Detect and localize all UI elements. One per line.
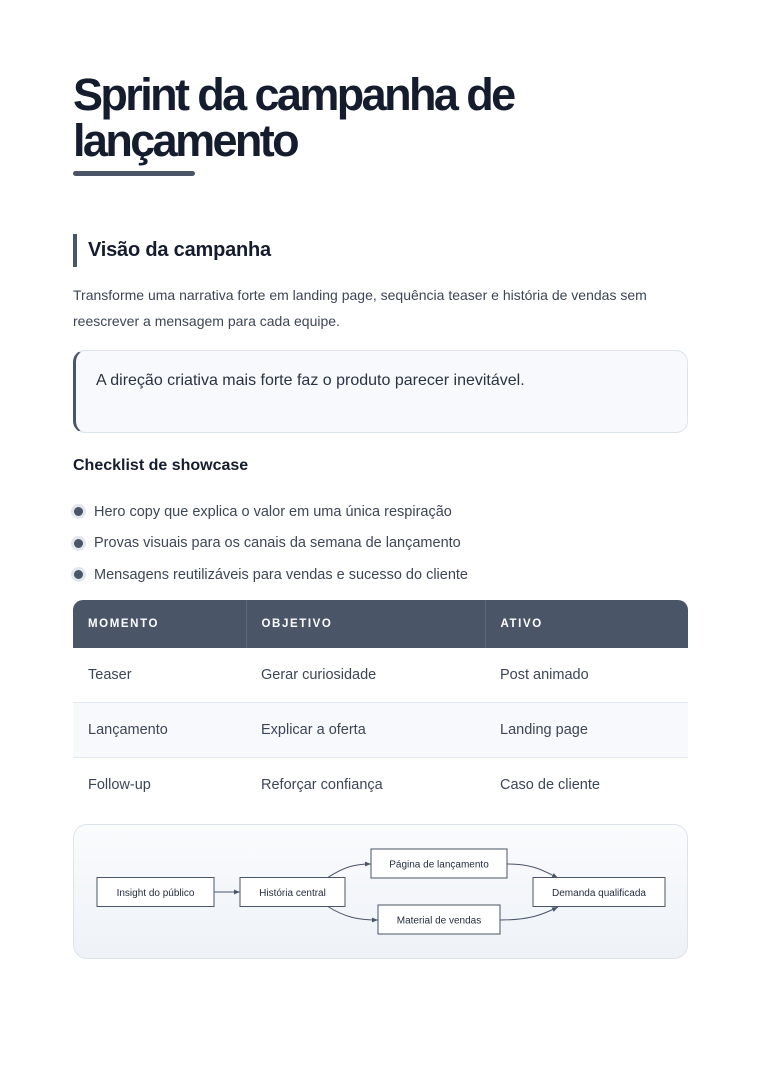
node-insight-label: Insight do público [116,888,195,899]
node-demanda-label: Demanda qualificada [552,888,646,899]
node-material [378,905,500,934]
intro-paragraph: Transforme uma narrativa forte em landing page, sequência teaser e história de vendas sem reescrever a mensagem para cada equipe. [73,287,647,329]
checklist-item [73,528,468,560]
table-cell: Teaser [73,648,246,703]
table-cell: Caso de cliente [500,777,600,793]
flow-diagram-svg [74,825,689,960]
checklist-item [73,496,468,528]
node-pagina-label: Página de lançamento [389,859,489,871]
node-historia [240,878,345,907]
pull-quote: A direção criativa mais forte faz o produto parecer inevitável. [73,350,688,433]
edge-historia-to-material [327,906,378,920]
flow-diagram [73,824,688,959]
node-pagina [371,849,507,878]
node-material-label: Material de vendas [396,915,482,927]
table-cell: Post animado [485,648,688,703]
table-cell: Landing page [485,703,688,758]
section-heading-block [73,234,271,267]
node-insight [97,878,214,907]
table-cell: Reforçar confiança [261,777,383,793]
edge-historia-to-pagina [327,864,371,878]
checklist [73,496,468,591]
edge-pagina-to-demanda [507,864,558,878]
column-header-objetivo: OBJETIVO [246,600,485,648]
checklist-item-label: Provas visuais para os canais da semana de lançamento [94,535,461,552]
table-header-row [73,600,688,648]
bullet-icon [74,507,83,516]
column-header-momento: MOMENTO [73,600,246,648]
column-header-ativo: ATIVO [485,600,688,648]
checklist-item-label: Hero copy que explica o valor em uma única respiração [94,503,452,520]
table-row [73,758,688,813]
bullet-icon [74,539,83,548]
bullet-icon [74,570,83,579]
edge-material-to-demanda [500,907,558,920]
table-row [73,703,688,758]
title-underline [73,171,195,176]
table-row [73,648,688,703]
table-cell: Follow-up [88,777,151,793]
table-cell: Explicar a oferta [246,703,485,758]
checklist-item [73,559,468,591]
table-cell: Gerar curiosidade [246,648,485,703]
node-historia-label: História central [259,888,326,899]
page-title: Sprint da campanha de lançamento [73,69,514,166]
section-heading: Visão da campanha [88,239,271,261]
checklist-item-label: Mensagens reutilizáveis para vendas e sucesso do cliente [94,566,468,583]
checklist-title: Checklist de showcase [73,457,249,474]
table-cell: Lançamento [73,703,246,758]
node-demanda [533,878,665,907]
campaign-table [73,600,688,812]
